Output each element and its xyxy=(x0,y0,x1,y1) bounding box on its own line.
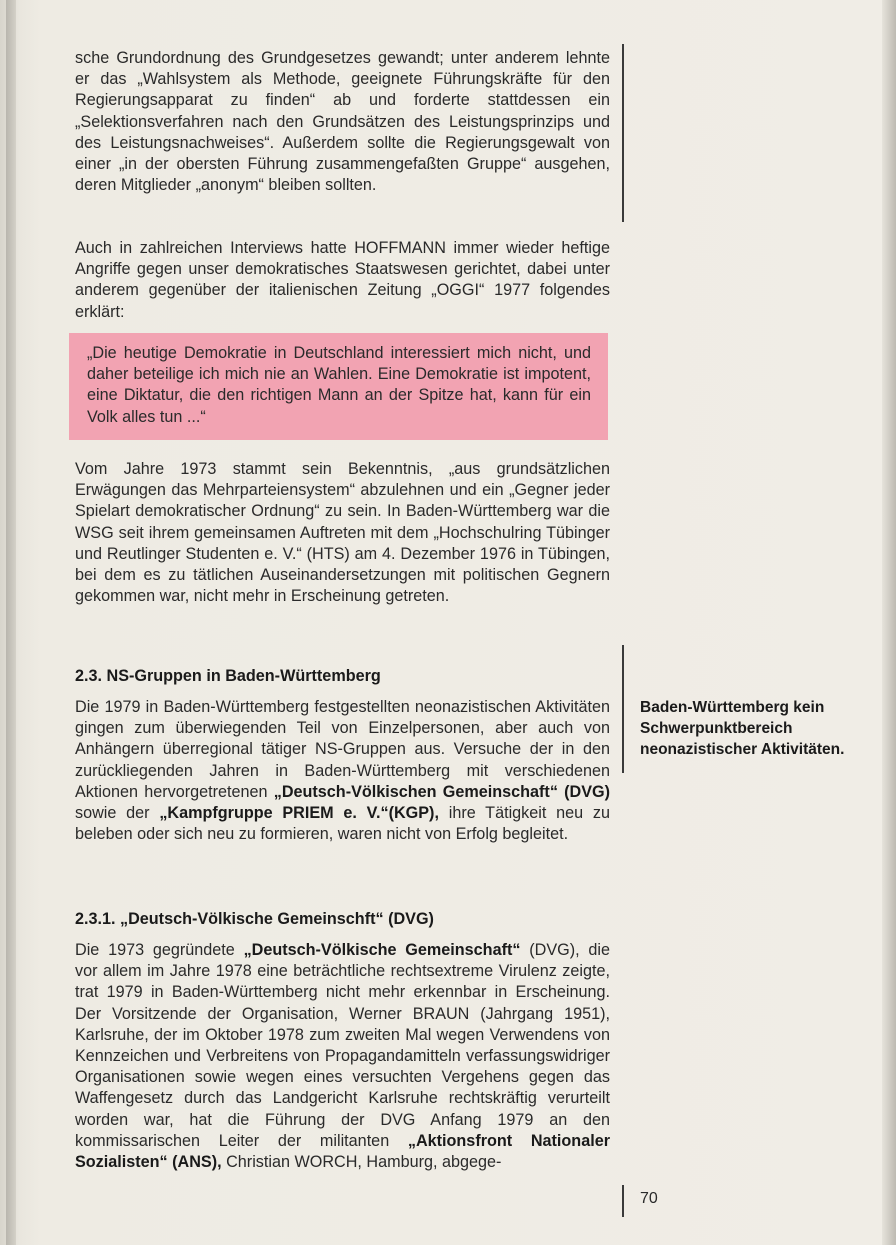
paragraph-ns-gruppen: Die 1979 in Baden-Württemberg festgestellten neonazistischen Aktivitäten gingen zum überwiegenden Teil von Einzelpersonen, aber auch von Anhängern überregional tätiger NS-Gruppen aus. Versuche der in den zurückliegenden Jahren in Baden-Württemberg mit verschiedenen Aktionen hervorgetretenen „Deutsch-Völkischen Gemeinschaft“ (DVG) sowie der „Kampfgruppe PRIEM e. V.“(KGP), ihre Tätigkeit neu zu beleben oder sich neu zu formieren, waren nicht von Erfolg begleitet. xyxy=(75,698,610,844)
quote-box xyxy=(69,333,608,440)
paragraph-dvg: Die 1973 gegründete „Deutsch-Völkische Gemeinschaft“ (DVG), die vor allem im Jahre 1978 eine beträchtliche rechtsextreme Virulenz zeigte, trat 1979 in Baden-Württemberg nicht mehr erkennbar in Erscheinung. Der Vorsitzende der Organisation, Werner BRAUN (Jahrgang 1951), Karlsruhe, der im Oktober 1978 zum zweiten Mal wegen Verwendens von Kennzeichen und Verbreitens von Propagandamitteln verfassungswidriger Organisationen sowie wegen eines versuchten Vergehens gegen das Waffengesetz durch das Landgericht Karlsruhe rechtskräftig verurteilt worden war, hat die Führung der DVG Anfang 1979 an den kommissarischen Leiter der militanten „Aktionsfront Nationaler Sozialisten“ (ANS), Christian WORCH, Hamburg, abgege- xyxy=(75,941,610,1172)
quote-text: „Die heutige Demokratie in Deutschland interessiert mich nicht, und daher beteilige ich mich nie an Wahlen. Eine Demokratie ist impotent, eine Diktatur, die den richtigen Mann an der Spitze hat, kann für ein Volk alles tun ...“ xyxy=(87,344,591,426)
page-number: 70 xyxy=(640,1190,658,1207)
paragraph-bekenntnis: Vom Jahre 1973 stammt sein Bekenntnis, „aus grundsätzlichen Erwägungen das Mehrparteiensystem“ abzulehnen und ein „Gegner jeder Spielart demokratischer Ordnung“ zu sein. In Baden-Württemberg war die WSG seit ihrem gemeinsamen Auftreten mit dem „Hochschulring Tübinger und Reutlinger Studenten e. V.“ (HTS) am 4. Dezember 1976 in Tübingen, bei dem es zu tätlichen Auseinandersetzungen mit politischen Gegnern gekommen war, nicht mehr in Erscheinung getreten. xyxy=(75,460,610,606)
page-edge xyxy=(882,0,896,1245)
margin-note: Baden-Württemberg kein Schwerpunktbereich neonazistischer Aktivitäten. xyxy=(640,699,845,758)
margin-rule xyxy=(622,645,624,773)
paragraph-interviews: Auch in zahlreichen Interviews hatte HOFFMANN immer wieder heftige Angriffe gegen unser demokratisches Staatswesen gerichtet, dabei unter anderem gegenüber der italienischen Zeitung „OGGI“ 1977 folgendes erklärt: xyxy=(75,239,610,321)
section-heading-2-3-1: 2.3.1. „Deutsch-Völkische Gemeinschft“ (DVG) xyxy=(75,910,434,928)
paragraph-grundordnung: sche Grundordnung des Grundgesetzes gewandt; unter anderem lehnte er das „Wahlsystem als Methode, geeignete Führungskräfte für den Regierungsapparat zu finden“ ab und forderte stattdessen ein „Selektionsverfahren nach den Grundsätzen des Leistungsprinzips und des Leistungsnachweises“. Außerdem sollte die Regierungsgewalt von einer „in der obersten Führung zusammengefaßten Gruppe“ ausgehen, deren Mitglieder „anonym“ bleiben sollten. xyxy=(75,49,610,195)
book-spine xyxy=(6,0,16,1245)
margin-rule xyxy=(622,44,624,222)
section-heading-2-3: 2.3. NS-Gruppen in Baden-Württemberg xyxy=(75,667,381,685)
margin-rule xyxy=(622,1185,624,1217)
